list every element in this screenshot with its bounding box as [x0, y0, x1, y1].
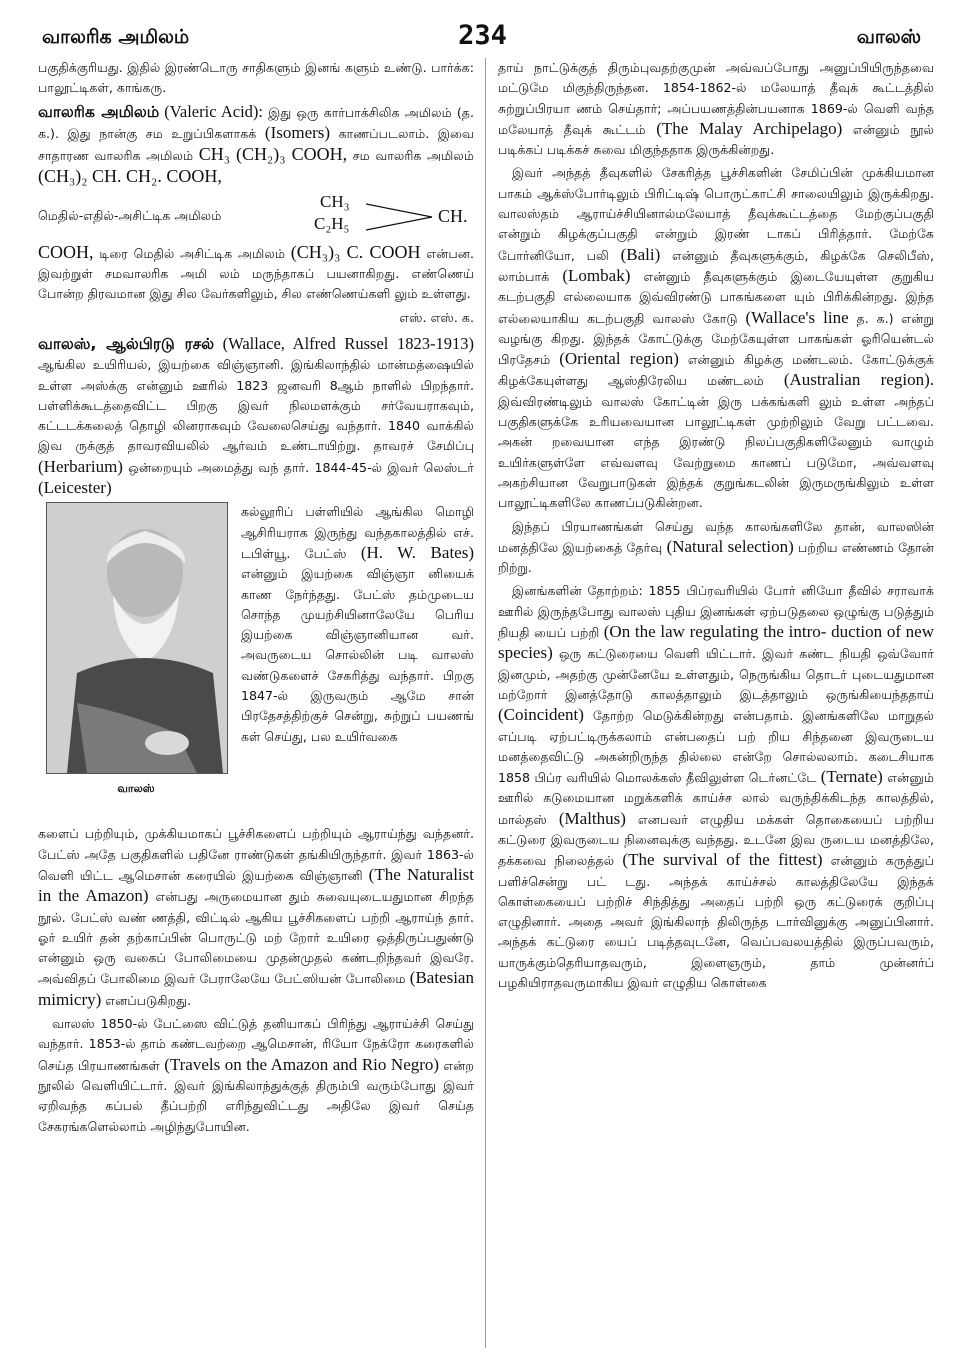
formula-c2h5: C₂H₅ — [314, 213, 350, 233]
text: த. க.) என்று வழங்கு கிறது. இந்தக் கோட்டுக்கு மேற்கேயுள்ள பாகங்கள் ஓரியென்டல் பிரதேசம் — [498, 310, 934, 368]
text: இந்தப் பிரயாணங்கள் செய்து வந்த காலங்களிலே தான், வாலஸின் மனத்திலே இயற்கைத் தேர்வு — [498, 518, 934, 555]
latin-term: (Australian region). — [783, 370, 934, 390]
wrapped-paragraph — [241, 502, 474, 747]
chemical-formula: COOH, — [38, 241, 94, 262]
text: என்னும் தீவுகளுக்கும், கிழக்கே செலிபீஸ், லாம்பாக் — [498, 247, 934, 284]
text: என்னும் கிழக்கு மண்டலம். கோட்டுக்குக் கிழக்கேயுள்ளது ஆஸ்திரேலிய மண்டலம் — [498, 352, 934, 389]
paragraph — [498, 163, 934, 513]
text: சம வாலரிக அமிலம் — [352, 148, 474, 164]
text: என்பன. இவற்றுள் சமவாலரிக அமி லம் மருந்தாகப் பயனாகிறது. எண்ணெய் போன்ற திரவமான இது சில வேர்களிலும், சில எண்ணெய்களி லும் உள்ளது. — [38, 245, 474, 302]
text: ஒன்றையும் அமைத்து வந் தார். 1844-45-ல் இவர் லெஸ்டர் — [128, 459, 474, 475]
entry-latin-name: (Wallace, Alfred Russel 1823-1913) — [222, 333, 474, 353]
text: தாய் நாட்டுக்குத் திரும்புவதற்குமுன் அவ்வப்போது அனுப்பியிருந்தவை மட்டுமே மிகுந்திருந்தன. 1854-1862-ல் மலேயாத் தீவுக் கூட்டத்தில் சுற்றுப்பிரயா ணம் செய்தார்; அப்பயணத்தின்பயனாக 1869-ல் வெளி வந்த மலேயாத் தீவுக் கூட்டம் — [498, 60, 934, 137]
latin-term: (Coincident) — [498, 705, 584, 725]
photo-caption: வாலஸ் — [117, 782, 155, 796]
text: என்னும் ஊரில் கடுமையான மறுக்களிக் காய்ச்ச லால் வருந்திக்கிடந்த காலத்தில், மால்தஸ் — [498, 770, 934, 827]
text: காணப்படலாம். இவை சாதாரண வாலரிக அமிலம் — [38, 125, 474, 164]
latin-term: (Malthus) — [558, 808, 626, 828]
latin-term: (Batesian mimicry) — [38, 968, 474, 1009]
entry-latin-name: (Valeric Acid): — [164, 101, 263, 121]
text: என்னும் கருத்துப் பளிச்சென்று பட் டது. அந்தக் காய்ச்சல் காலத்திலேயே இந்தக் கொள்கையைப் பற்றிச் சிந்தித்து அதைப் பற்றி ஒரு கட்டுரைக் குறிப்பு எழுதினார். அதை அவர் இங்கிலாந் திலிருந்த டார்வினுக்கு அனுப்பினார். அந்தக் கட்டுரை யைப் படித்தவுடனே, வெப்பவலயத்தில் இருப்பவரும், யாருக்கும்தெரியாதவரும், இளைஞரும், தாம் முன்னர்ப் பழகியிராதவருமாகிய இவர் எழுதிய கொள்கை — [498, 853, 934, 991]
latin-term: (Leicester) — [38, 478, 112, 498]
chemical-formula: CH₃ (CH₂)₃ COOH, — [198, 144, 348, 165]
entry-wallace — [38, 334, 474, 499]
paragraph-continued — [38, 58, 474, 99]
latin-term: (Ternate) — [820, 767, 883, 787]
chemical-formula: (CH₃)₂ CH. CH₂. COOH, — [38, 166, 222, 187]
text: ஆங்கில உயிரியல், இயற்கை விஞ்ஞானி. இங்கிலாந்தில் மான்மத்ஷையில் உள்ள அஸ்க்கு என்னும் ஊரில் 1823 ஜனவரி 8ஆம் நாளில் பிறந்தார். பள்ளிக்கூடத்தைவிட்ட பிறகு இவர் நிலமளக்கும் சர்வேயராகவும், கட்டடக்கலைத் தொழி லினராகவும் வேலைசெய்து வந்தார். 1840 வாக்கில் இவ ருக்குத் தாவரவியலில் ஆர்வம் உண்டாயிற்று. தாவரச் சேமிப்பு — [38, 357, 474, 454]
left-column — [38, 58, 474, 1348]
text: தோற்ற மெடுக்கின்றது என்பதாம். இனங்களிலே மாறுதல் எப்படி ஏற்பட்டிருக்கலாம் என்பதைப் பற் றிய சிந்தனை இவருடைய மனத்தைவிட்டு அகன்றிருந்த தில்லை என்றே சொல்லலாம். கடைசியாக 1858 பிப்ர வரியில் மொலக்கஸ் தீவிலுள்ள டெர்னட்டே — [498, 708, 934, 786]
latin-term: (Bali) — [620, 244, 661, 264]
portrait-sketch — [47, 503, 227, 773]
latin-term: (Wallace's line — [745, 307, 849, 327]
formula-ch: CH. — [438, 205, 468, 226]
latin-term: (Natural selection) — [666, 536, 794, 556]
author-initials: எஸ். எஸ். க. — [399, 309, 474, 325]
latin-term: (On the law regulating the intro- duction of new species) — [498, 622, 934, 663]
text: என்னும் இயற்கை விஞ்ஞா னியைக் காண நேர்ந்தது. பேட்ஸ் தம்முடைய சொந்த முயற்சியினாலேயே பெரிய இயற்கை விஞ்ஞானியான வர். அவருடைய சொல்லின் படி வாலஸ் வண்டுகளைச் சேகரித்து வந்தார். பிறகு 1847-ல் இருவரும் ஆமே சான் பிரதேசத்திற்குச் சென்று, சுற்றுப் பயணங் கள் செய்து, பல உயிர்வகை — [241, 566, 474, 744]
text: என்ற நூலில் வெளியிட்டார். இவர் இங்கிலாந்துக்குத் திரும்பி வரும்போது இவர் ஏறிவந்த கப்பல் தீப்பற்றி எரிந்துவிட்டது அதிலே இவர் செய்த சேகரங்களெல்லாம் அழிந்துபோயின. — [38, 1057, 474, 1134]
photo-wrap-block — [38, 502, 474, 822]
right-column — [498, 58, 934, 1348]
text: கல்லூரிப் பள்ளியில் ஆங்கில மொழி ஆசிரியராக இருந்து வந்தகாலத்தில் எச். டபிள்யூ. பேட்ஸ் — [241, 504, 474, 561]
page-header — [34, 14, 931, 50]
latin-term: (Travels on the Amazon and Rio Negro) — [164, 1054, 440, 1074]
page-number: 234 — [458, 20, 507, 51]
formula-label: மெதில்-எதில்-அசிட்டிக அமிலம் — [38, 207, 222, 223]
text: என்னும் தீவுகளுக்கும் இடையேயுள்ள குறுகிய கடற்பகுதி எல்லையாக இவ்விரண்டு பாகங்களை யும் பிரிக்கின்றது. இந்த எல்லையாகிய கடற்பகுதி வாலஸ் கோடு — [498, 268, 934, 326]
text: என்னும் நூல் படிக்கப் படிக்கச் சுவை மிகுந்ததாக இருக்கின்றது. — [498, 121, 934, 158]
text: இவர் அந்தத் தீவுகளில் சேகரித்த பூச்சிகளின் சேமிப்பின் முக்கியமான பாகம் ஆக்ஸ்போர்டிலும் பிரிட்டிஷ் பொருட்காட்சி சாலையிலும் இருக்கிறது. வாலஸ்தம் ஆராய்ச்சியினால்மலேயாத் தீவுக்கூட்டத்தை மேற்குப்பகுதி என்றும் கிழக்குப்பகுதி என்றும் இரண் டாகப் பிரித்தார். மேற்கே போர்னியோ, பலி — [498, 165, 934, 263]
text: டிரை மெதில் அசிட்டிக அமிலம் — [99, 245, 285, 261]
text: வாலஸ் 1850-ல் பேட்ஸை விட்டுத் தனியாகப் பிரிந்து ஆராய்ச்சி செய்து வந்தார். 1853-ல் தாம் கண்டவற்றை ஆமெசான், ரியோ நேக்ரோ கரைகளில் செய்த பிரயாணங்கள் — [38, 1016, 474, 1073]
text: பற்றிய எண்ணம் தோன் றிற்று. — [498, 539, 934, 576]
text: எனபவர் எழுதிய மக்கள் தொகையைப் பற்றிய கட்டுரை இவருடைய நினைவுக்கு வந்தது. உடனே இவ ருடைய மனத்திலே, தக்கவை நிலைத்தல் — [498, 811, 934, 869]
header-right-keyword: வாலஸ் — [856, 26, 921, 48]
paragraph — [498, 58, 934, 160]
entry-headword: வாலரிக அமிலம் — [38, 102, 160, 121]
structural-formula — [38, 192, 474, 242]
paragraph — [498, 517, 934, 579]
latin-term: (The Naturalist in the Amazon) — [38, 864, 474, 906]
latin-term: (The Malay Archipelago) — [656, 118, 843, 138]
entry-headword: வாலஸ், ஆல்பிரடு ரசல் — [38, 334, 215, 353]
text: இவ்விரண்டிலும் வாலஸ் கோட்டின் இரு பக்கங்களி லும் உள்ள அந்தப் பகுதிகளுக்கே உரியவையான பாலூட்டிகள் முற்றிலும் வேறு பட்டவை. அகன் றவையான எந்த இரண்டு நிலப்பகுதிகளிலேனும் வாழும் உயிர்களுள்ளே எவ்வளவு வேற்றுமை காணப் படுமோ, அவ்வளவு அகற்சியான வேறுபாடுகள் இந்தக் குறுங்கடலின் இருமருங்கிலும் உள்ள பாலூட்டிகளிலே காணப்படுகின்றன. — [498, 393, 934, 511]
entry-valeric-acid-continued — [38, 242, 474, 305]
column-divider — [485, 58, 486, 1348]
wallace-portrait-image — [46, 502, 228, 774]
text: என்பது அருமையான தும் சுவையுடையதுமான சிறந்த நூல். பேட்ஸ் வண் ணத்தி, விட்டில் ஆகிய பூச்சிகளைப் பற்றி ஆராய்ந் தார். ஓர் உயிர் தன் தற்காப்பின் பொருட்டு மற் றோர் உயிரை ஒத்திருப்பதுண்டு என்னும் ஒரு வகைப் போலிமையை முதன்முதல் கண்டறிந்தவர் இவரே. அவ்விதப் போலிமை இவர் பேராலேயே பேட்ஸியன் போலிமை — [38, 889, 474, 987]
text: ஒரு கட்டுரையை வெளி யிட்டார். இவர் கண்ட நியதி ஒவ்வோர் இனமும், அதற்கு முன்னேயே உள்ளதும், நெருங்கிய தொடர் புடையதுமான மற்றோர் இனத்தோடு காலத்தாலும் இடத்தாலும் ஒருங்கியைந்ததாய் — [498, 646, 934, 702]
wrapped-text — [241, 502, 474, 750]
entry-wallace-paragraph — [38, 1014, 474, 1137]
entry-valeric-acid — [38, 102, 474, 189]
latin-term: (H. W. Bates) — [360, 542, 474, 562]
formula-bond-lines — [366, 200, 436, 234]
latin-term: (Herbarium) — [38, 456, 123, 476]
latin-term: (Oriental region) — [559, 349, 679, 369]
latin-term: (The survival of the fittest) — [622, 850, 823, 870]
text: எனப்படுகிறது. — [105, 992, 192, 1008]
entry-wallace-continued — [38, 824, 474, 1011]
latin-term: (Lombak) — [562, 265, 631, 285]
chemical-formula: (CH₃)₃ C. COOH — [290, 241, 421, 262]
text: களைப் பற்றியும், முக்கியமாகப் பூச்சிகளைப் பற்றியும் ஆராய்ந்து வந்தனர். பேட்ஸ் அதே பகுதிகளில் பதினே ராண்டுகள் தங்கியிருந்தார். இவர் 1863-ல் வெளி யிட்ட ஆமெசான் கரையில் இயற்கை விஞ்ஞானி — [38, 826, 474, 883]
text: இது ஒரு கார்பாக்சிலிக அமிலம் (த. க.). இது நான்கு சம உறுப்பிகளாகக் — [38, 104, 474, 141]
header-left-keyword: வாலரிக அமிலம் — [42, 26, 190, 48]
text: இனங்களின் தோற்றம்: 1855 பிப்ரவரியில் போர் னியோ தீவில் சராவாக் ஊரில் இருந்தபோது வாலஸ் புதிய இனங்கள் ஏற்படுதலை ஒழுங்கு படுத்தும் நியதி யைப் பற்றி — [498, 583, 934, 641]
two-column-body — [38, 58, 933, 1348]
formula-ch3: CH₃ — [320, 191, 350, 211]
latin-term: (Isomers) — [264, 122, 331, 142]
paragraph — [498, 581, 934, 993]
text: பகுதிக்குரியது. இதில் இரண்டொரு சாதிகளும் இனங் களும் உண்டு. பார்க்க: பாலூட்டிகள், காங்கரு. — [38, 60, 474, 96]
